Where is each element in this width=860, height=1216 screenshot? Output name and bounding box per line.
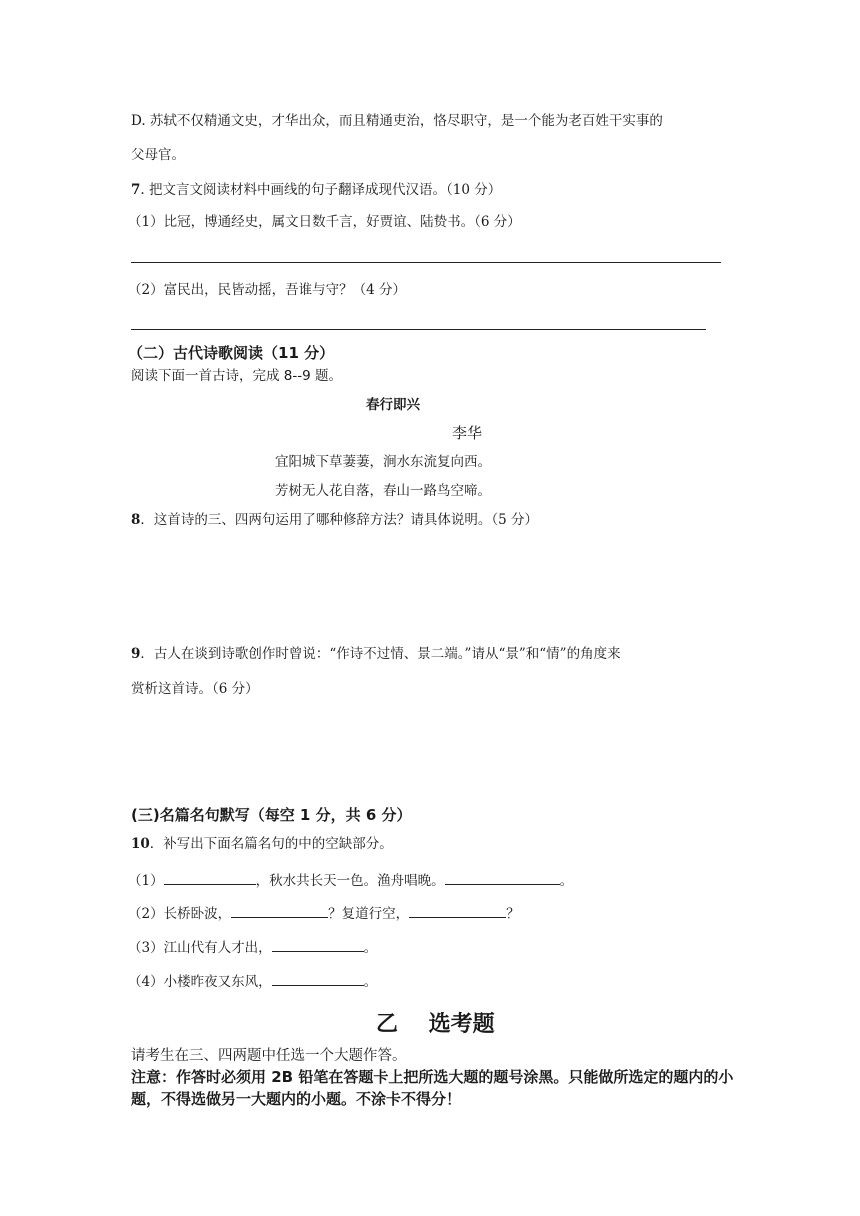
poem-title: 春行即兴 xyxy=(366,397,420,413)
section-2-heading: （二）古代诗歌阅读（11 分） xyxy=(128,344,335,362)
fill-item-2-mid: ？复道行空， xyxy=(328,906,410,922)
part-b-title: 乙 选考题 xyxy=(376,1012,495,1037)
poem-author: 李华 xyxy=(452,424,483,442)
poem-line-2: 芳树无人花自落，春山一路鸟空啼。 xyxy=(275,483,491,499)
question-7 xyxy=(131,181,501,199)
section-3-heading: (三)名篇名句默写（每空 1 分，共 6 分） xyxy=(131,806,412,824)
blank-3[interactable] xyxy=(272,938,364,952)
fill-item-3-end: 。 xyxy=(363,940,378,956)
question-9-number: 9 xyxy=(131,646,141,662)
question-9-line2: 赏析这首诗。（6 分） xyxy=(131,681,259,697)
question-7-sub1: （1）比冠，博通经史，属文日数千言，好贾谊、陆贽书。（6 分） xyxy=(128,214,521,230)
question-9 xyxy=(131,645,621,663)
poem-line-1: 宜阳城下草萋萋，涧水东流复向西。 xyxy=(275,454,491,470)
fill-item-2 xyxy=(128,904,520,923)
fill-item-1-prefix: （1） xyxy=(128,873,164,889)
blank-1b[interactable] xyxy=(445,871,560,885)
fill-item-1-text: ，秋水共长天一色。渔舟唱晚。 xyxy=(255,873,445,889)
fill-item-3 xyxy=(128,938,377,957)
answer-line-7-1[interactable] xyxy=(131,262,721,263)
fill-item-2-end: ？ xyxy=(506,906,520,922)
fill-item-4-end: 。 xyxy=(363,974,378,990)
blank-4[interactable] xyxy=(272,972,364,986)
question-8 xyxy=(131,511,538,529)
fill-item-4-text: （4）小楼昨夜又东风， xyxy=(128,974,272,990)
fill-item-1 xyxy=(128,871,573,890)
fill-item-1-end: 。 xyxy=(559,873,574,889)
section-2-intro: 阅读下面一首古诗，完成 8--9 题。 xyxy=(131,368,343,384)
fill-item-4 xyxy=(128,972,377,991)
question-7-sub2: （2）富民出，民皆动摇，吾谁与守？（4 分） xyxy=(128,282,406,298)
part-b-notice: 注意：作答时必须用 2B 铅笔在答题卡上把所选大题的题号涂黑。只能做所选定的题内的小题，不得选做另一大题内的小题。不涂卡不得分！ xyxy=(131,1068,734,1108)
blank-1a[interactable] xyxy=(164,871,256,885)
question-7-text: . 把文言文阅读材料中画线的句子翻译成现代汉语。（10 分） xyxy=(140,182,502,198)
question-10-number: 10 xyxy=(131,836,150,852)
option-d-line1: D. 苏轼不仅精通文史，才华出众，而且精通吏治，恪尽职守，是一个能为老百姓干实事的 xyxy=(131,113,663,129)
question-10 xyxy=(131,835,393,853)
question-8-text: ．这首诗的三、四两句运用了哪种修辞方法？请具体说明。（5 分） xyxy=(140,512,539,528)
question-9-text: ．古人在谈到诗歌创作时曾说：“作诗不过情、景二端。”请从“景”和“情”的角度来 xyxy=(140,646,621,662)
blank-2a[interactable] xyxy=(231,904,328,918)
fill-item-2-text: （2）长桥卧波， xyxy=(128,906,232,922)
answer-line-7-2[interactable] xyxy=(131,329,706,330)
option-d-line2: 父母官。 xyxy=(131,147,185,163)
blank-2b[interactable] xyxy=(409,904,506,918)
fill-item-3-text: （3）江山代有人才出， xyxy=(128,940,272,956)
question-10-text: ．补写出下面名篇名句的中的空缺部分。 xyxy=(149,836,393,852)
question-8-number: 8 xyxy=(131,512,141,528)
question-7-number: 7 xyxy=(131,182,141,198)
part-b-instruction: 请考生在三、四两题中任选一个大题作答。 xyxy=(131,1048,407,1064)
